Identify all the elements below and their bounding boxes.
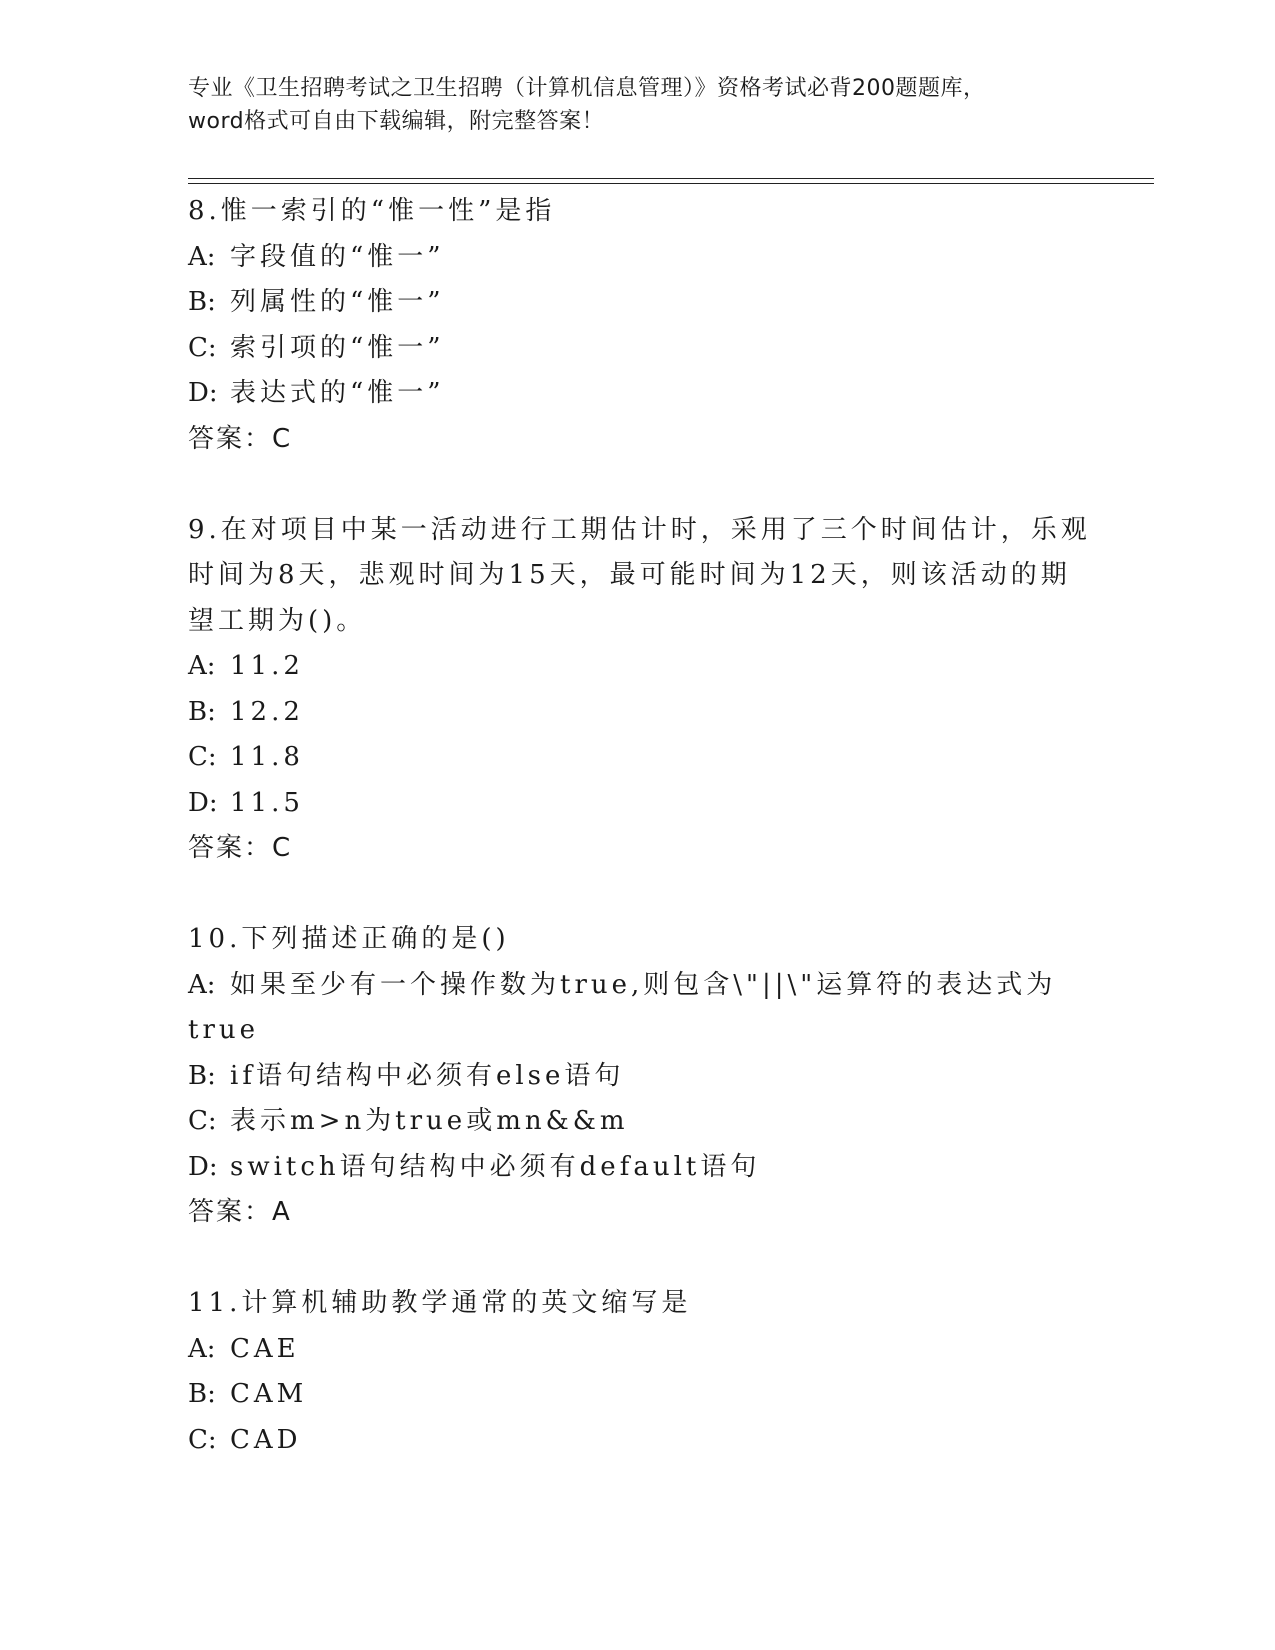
option-d xyxy=(188,781,1068,827)
option-label: A: xyxy=(188,241,216,272)
option-label: C: xyxy=(188,332,217,363)
option-text: 12.2 xyxy=(230,696,304,727)
answer-line: 答案：C xyxy=(188,423,293,454)
option-c xyxy=(188,326,1068,372)
option-label: A: xyxy=(188,651,216,681)
option-label: C: xyxy=(188,1424,217,1455)
option-b xyxy=(188,280,1068,326)
question-text: 9.在对项目中某一活动进行工期估计时，采用了三个时间估计，乐观 xyxy=(188,514,1091,545)
option-d xyxy=(188,371,1068,417)
option-b xyxy=(188,1372,1068,1418)
option-a xyxy=(188,963,1068,1009)
option-text: CAE xyxy=(230,1333,300,1364)
answer-line: 答案：C xyxy=(188,833,293,863)
option-text: if语句结构中必须有else语句 xyxy=(230,1060,625,1091)
option-a xyxy=(188,644,1068,690)
option-label: B: xyxy=(188,287,216,317)
option-b xyxy=(188,1054,1068,1100)
option-text: 字段值的“惟一” xyxy=(230,241,445,272)
question-block xyxy=(188,189,1068,462)
option-c xyxy=(188,1418,1068,1464)
option-text: 11.2 xyxy=(230,651,304,681)
option-a-continued: true xyxy=(188,1015,260,1045)
question-text: 望工期为()。 xyxy=(188,605,367,636)
spacer xyxy=(188,1236,1068,1282)
option-text: 11.5 xyxy=(230,787,304,818)
option-label: C: xyxy=(188,1106,217,1136)
header-line-1: 专业《卫生招聘考试之卫生招聘（计算机信息管理）》资格考试必背200题题库， xyxy=(188,76,986,101)
option-c xyxy=(188,1099,1068,1145)
question-text: 8.惟一索引的“惟一性”是指 xyxy=(188,196,556,226)
option-text: 列属性的“惟一” xyxy=(230,287,445,317)
question-text: 时间为8天，悲观时间为15天，最可能时间为12天，则该活动的期 xyxy=(188,560,1071,590)
option-label: D: xyxy=(188,378,218,408)
question-block xyxy=(188,917,1068,1236)
header-divider xyxy=(188,178,1154,184)
document-header xyxy=(188,72,1088,138)
option-text: 表达式的“惟一” xyxy=(230,378,445,408)
option-b xyxy=(188,690,1068,736)
option-text: 索引项的“惟一” xyxy=(230,332,445,363)
option-text: CAM xyxy=(230,1379,308,1409)
option-label: D: xyxy=(188,1151,218,1182)
option-text: 表示m>n为true或mn&&m xyxy=(230,1106,629,1136)
spacer xyxy=(188,462,1068,508)
option-text: 如果至少有一个操作数为true,则包含\"||\"运算符的表达式为 xyxy=(230,969,1057,1000)
option-text: CAD xyxy=(230,1424,302,1455)
option-label: A: xyxy=(188,969,216,1000)
question-text: 11.计算机辅助教学通常的英文缩写是 xyxy=(188,1288,692,1318)
option-label: B: xyxy=(188,696,216,727)
option-label: A: xyxy=(188,1333,216,1364)
option-text: switch语句结构中必须有default语句 xyxy=(230,1151,761,1182)
spacer xyxy=(188,872,1068,918)
option-label: C: xyxy=(188,742,217,772)
option-d xyxy=(188,1145,1068,1191)
option-label: B: xyxy=(188,1060,216,1091)
option-label: D: xyxy=(188,787,218,818)
option-c xyxy=(188,735,1068,781)
question-block xyxy=(188,508,1091,872)
option-label: B: xyxy=(188,1379,216,1409)
answer-line: 答案：A xyxy=(188,1197,292,1227)
question-block xyxy=(188,1281,1068,1463)
option-a xyxy=(188,1327,1068,1373)
option-a xyxy=(188,235,1068,281)
question-list xyxy=(188,189,1091,1463)
question-text: 10.下列描述正确的是() xyxy=(188,924,510,954)
option-text: 11.8 xyxy=(230,742,304,772)
header-line-2: word格式可自由下载编辑，附完整答案！ xyxy=(188,109,605,134)
